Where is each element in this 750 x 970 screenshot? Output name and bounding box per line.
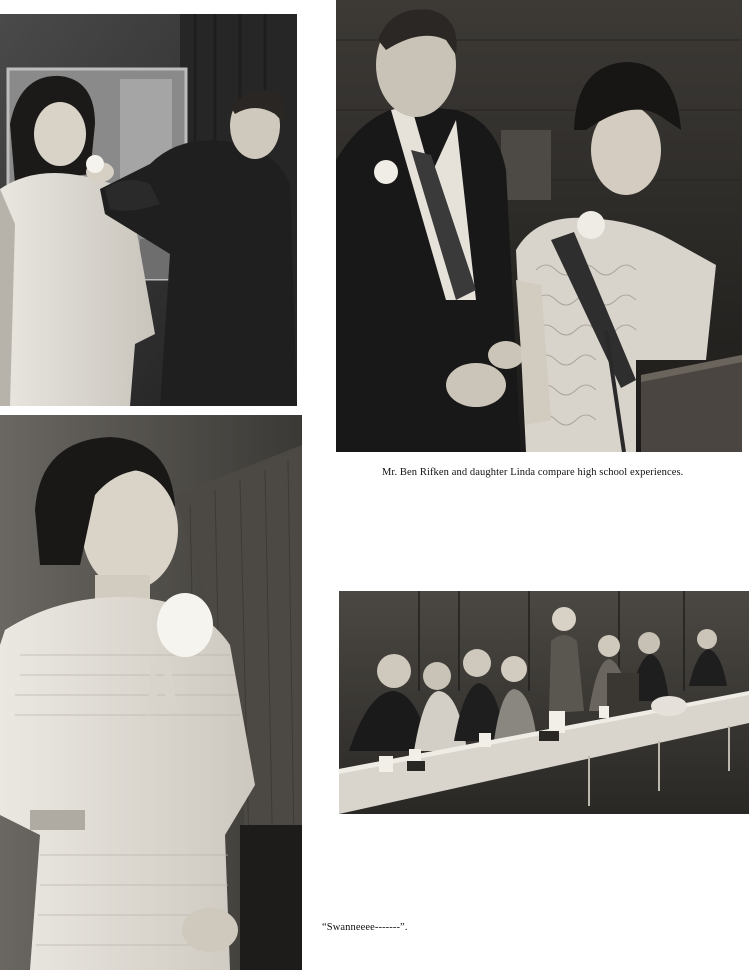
photo-girl-singing-image — [0, 415, 302, 970]
photo-father-daughter-podium-image — [336, 0, 742, 452]
photo-banquet-head-table — [339, 591, 749, 814]
photo-banquet-head-table-image — [339, 591, 749, 814]
caption-swannee: “Swanneeee-------”. — [322, 922, 408, 933]
photo-corsage-pinning-image — [0, 14, 297, 406]
caption-rifken: Mr. Ben Rifken and daughter Linda compare high school experiences. — [382, 467, 684, 478]
photo-girl-singing — [0, 415, 302, 970]
photo-corsage-pinning — [0, 14, 297, 406]
photo-father-daughter-podium — [336, 0, 742, 452]
